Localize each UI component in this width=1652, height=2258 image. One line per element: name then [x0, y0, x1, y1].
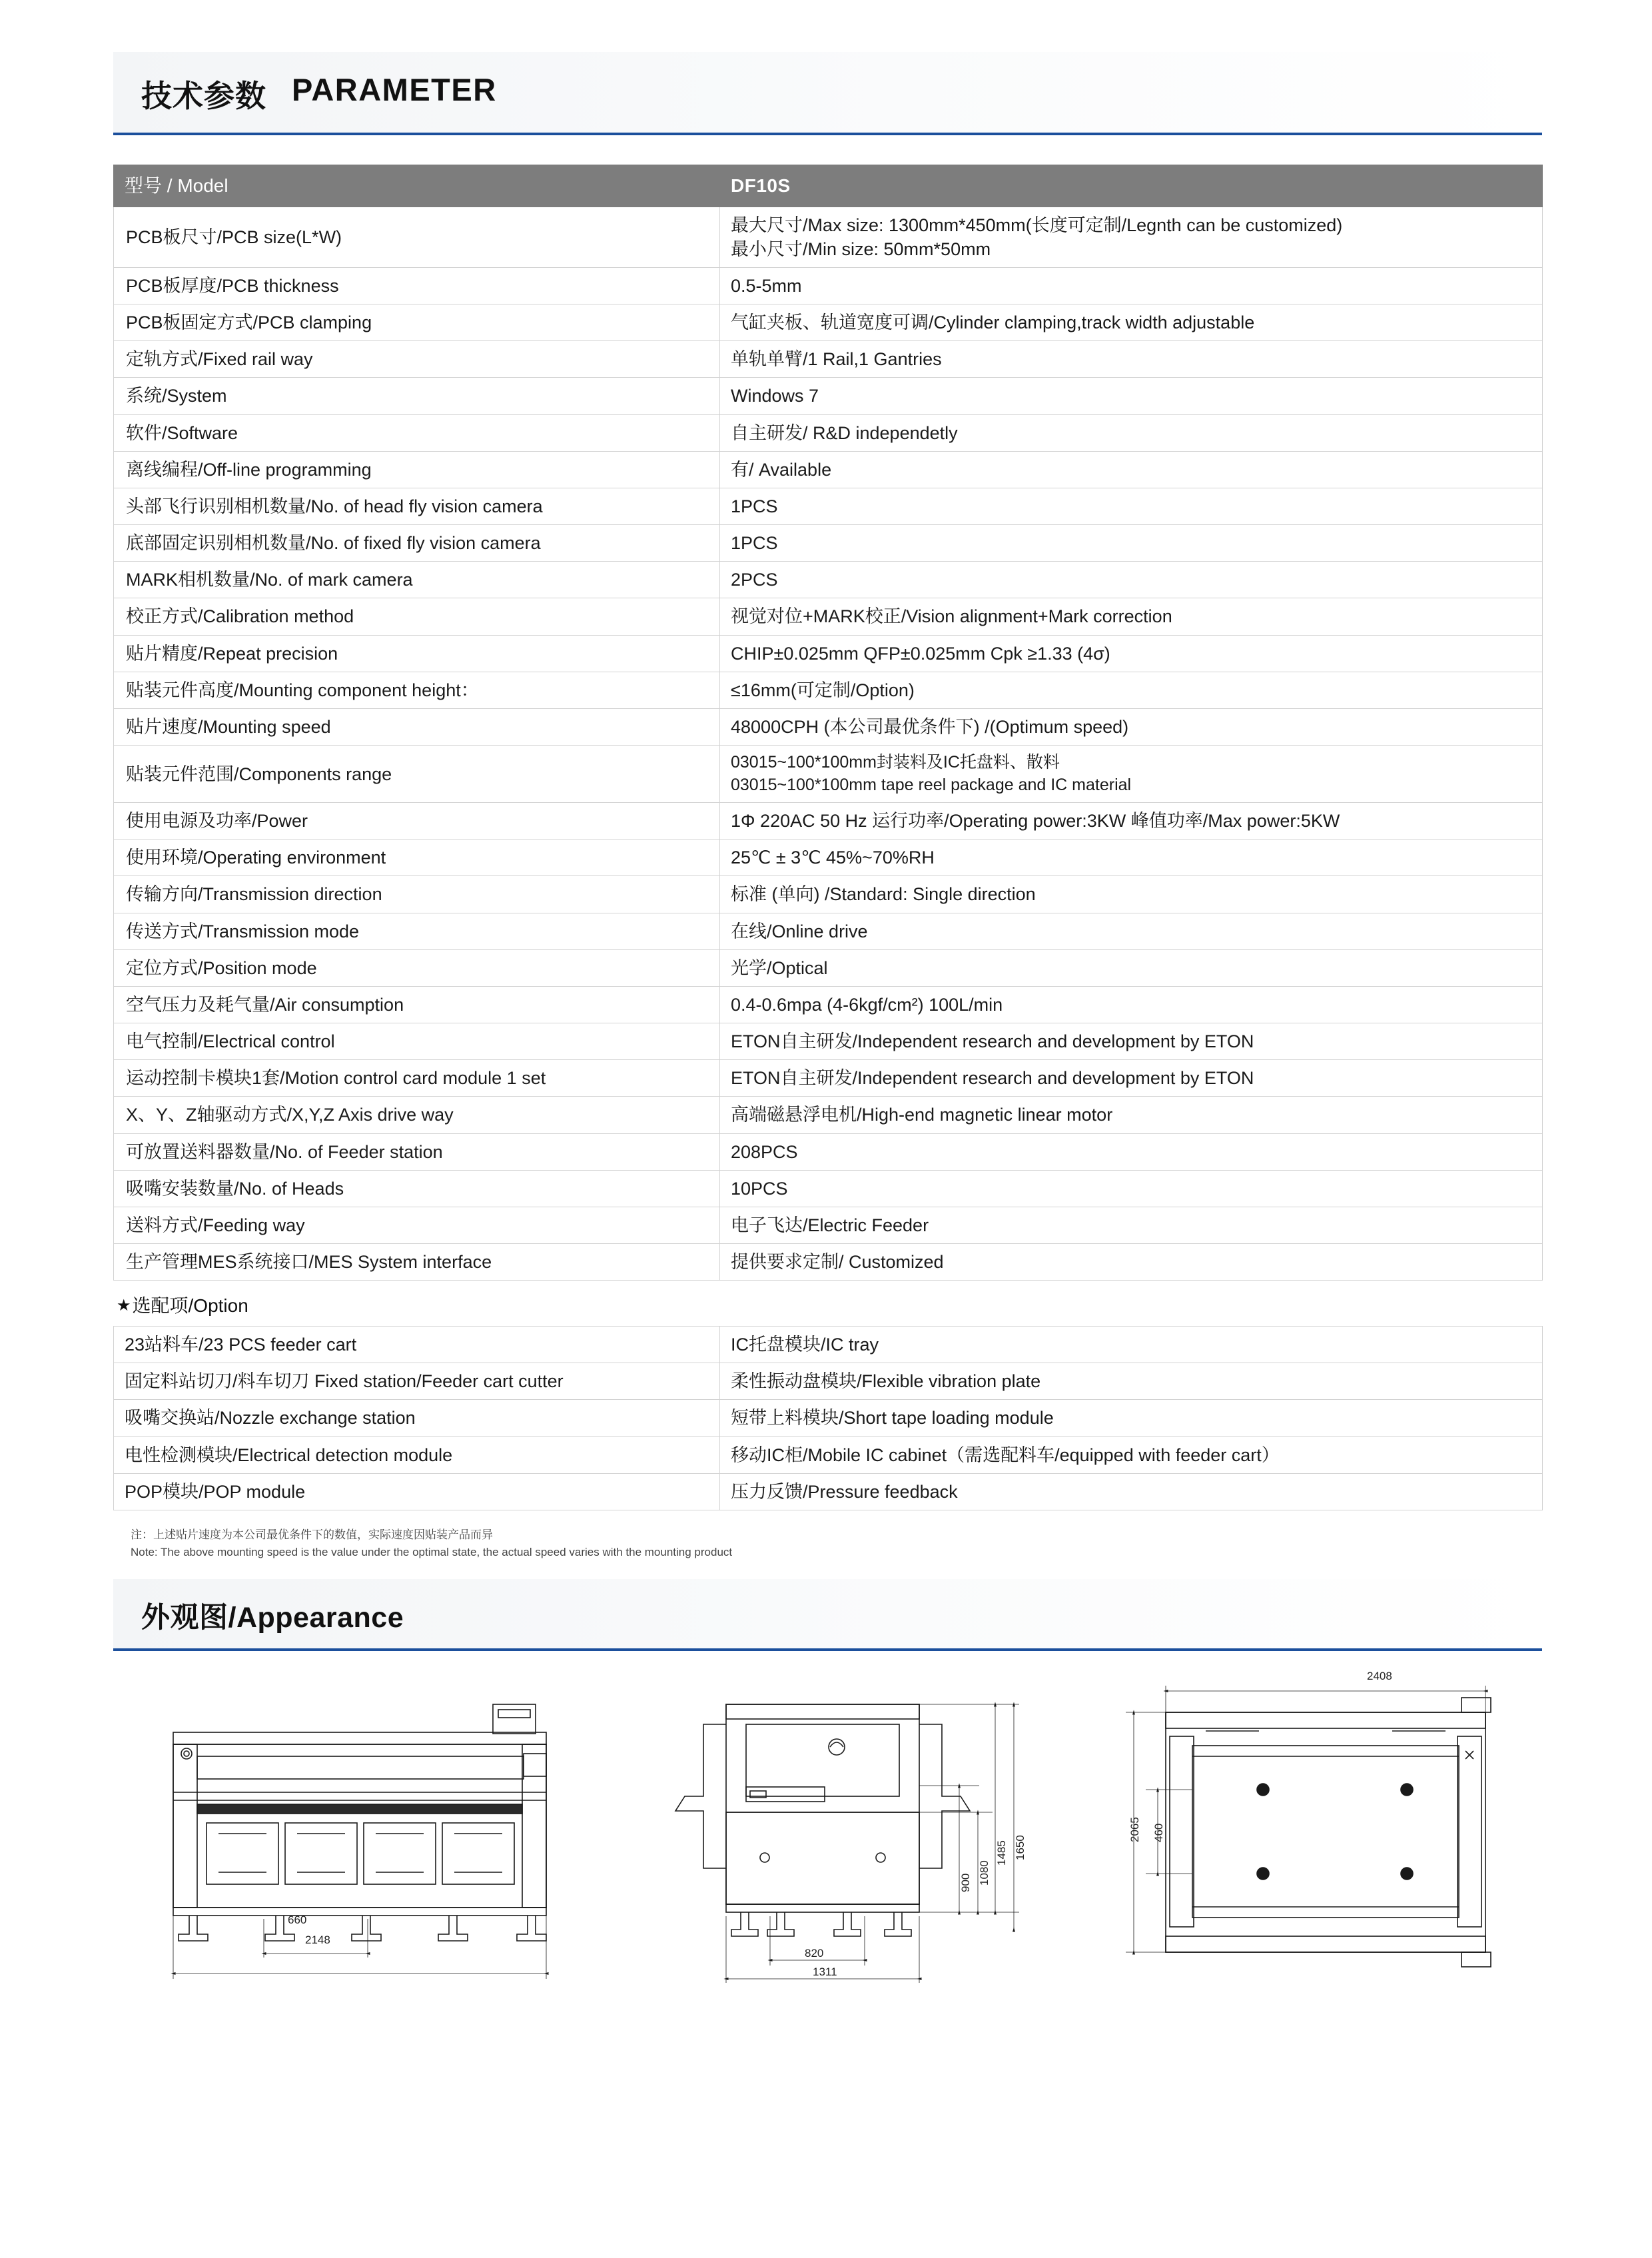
spec-table-row [114, 746, 1543, 803]
spec-table-header-row [114, 165, 1543, 207]
side-view-dim-h1: 900 [959, 1873, 972, 1892]
spec-row-value-line1: 最大尺寸/Max size: 1300mm*450mm(长度可定制/Legnth can be customized) [731, 215, 1343, 235]
spec-row-value [720, 207, 1543, 267]
spec-table-row [114, 488, 1543, 524]
spec-table-row [114, 378, 1543, 414]
spec-row-value: 光学/Optical [720, 949, 1543, 986]
spec-row-label: PCB板固定方式/PCB clamping [114, 304, 720, 341]
option-row-left: POP模块/POP module [114, 1473, 720, 1510]
option-row-left: 23站料车/23 PCS feeder cart [114, 1327, 720, 1363]
spec-row-label: 吸嘴安装数量/No. of Heads [114, 1170, 720, 1207]
side-view-dim-h4: 1650 [1014, 1835, 1027, 1860]
spec-table-row [114, 840, 1543, 876]
spec-row-value: 25℃ ± 3℃ 45%~70%RH [720, 840, 1543, 876]
spec-row-label: 电气控制/Electrical control [114, 1023, 720, 1060]
side-view-dim-inner: 820 [805, 1947, 824, 1960]
spec-row-value-line1: 03015~100*100mm封装料及IC托盘料、散料 [731, 753, 1060, 772]
spec-header-value: DF10S [720, 165, 1543, 207]
spec-row-value: 0.4-0.6mpa (4-6kgf/cm²) 100L/min [720, 986, 1543, 1023]
note-line-en: Note: The above mounting speed is the value under the optimal state, the actual speed varies with the mounting product [131, 1546, 733, 1559]
spec-row-label: 定位方式/Position mode [114, 949, 720, 986]
option-row-right: IC托盘模块/IC tray [720, 1327, 1543, 1363]
spec-table-row [114, 207, 1543, 267]
spec-row-label: 使用电源及功率/Power [114, 803, 720, 840]
spec-row-label: 软件/Software [114, 414, 720, 451]
spec-row-value: 自主研发/ R&D independetly [720, 414, 1543, 451]
option-heading-label: 选配项/Option [132, 1295, 248, 1316]
option-table-row [114, 1363, 1543, 1400]
spec-row-value [720, 746, 1543, 803]
option-heading [117, 1291, 516, 1318]
spec-row-label: 头部飞行识别相机数量/No. of head fly vision camera [114, 488, 720, 524]
option-table [113, 1326, 1543, 1510]
side-view-dim-h2: 1080 [978, 1860, 991, 1886]
spec-row-value: 1PCS [720, 488, 1543, 524]
side-view-dim-h3: 1485 [995, 1840, 1008, 1866]
star-icon: ★ [117, 1297, 131, 1315]
spec-row-value: 视觉对位+MARK校正/Vision alignment+Mark correction [720, 598, 1543, 635]
side-view-drawing [646, 1686, 1072, 2005]
spec-row-value: 1Φ 220AC 50 Hz 运行功率/Operating power:3KW 峰值功率/Max power:5KW [720, 803, 1543, 840]
spec-row-value-line2: 03015~100*100mm tape reel package and IC material [731, 775, 1132, 794]
spec-row-label: 定轨方式/Fixed rail way [114, 341, 720, 378]
spec-row-value: 10PCS [720, 1170, 1543, 1207]
page-title-cn: 技术参数 [141, 79, 266, 113]
spec-row-label: 贴装元件范围/Components range [114, 746, 720, 803]
spec-row-label: 送料方式/Feeding way [114, 1207, 720, 1243]
appearance-title: 外观图/Appearance [141, 1602, 404, 1634]
spec-table-row [114, 267, 1543, 304]
spec-table-row [114, 635, 1543, 672]
spec-table-row [114, 525, 1543, 562]
option-table-row [114, 1473, 1543, 1510]
spec-table-row [114, 1244, 1543, 1281]
spec-row-label: MARK相机数量/No. of mark camera [114, 562, 720, 598]
spec-row-label: X、Y、Z轴驱动方式/X,Y,Z Axis drive way [114, 1097, 720, 1133]
spec-table-row [114, 1207, 1543, 1243]
spec-row-value: 有/ Available [720, 451, 1543, 488]
spec-row-value: 气缸夹板、轨道宽度可调/Cylinder clamping,track width adjustable [720, 304, 1543, 341]
spec-row-value: 在线/Online drive [720, 913, 1543, 949]
spec-table-row [114, 949, 1543, 986]
spec-row-value: 208PCS [720, 1133, 1543, 1170]
spec-table-row [114, 672, 1543, 708]
option-row-left: 吸嘴交换站/Nozzle exchange station [114, 1400, 720, 1436]
spec-row-label: 校正方式/Calibration method [114, 598, 720, 635]
spec-row-value: 标准 (单向) /Standard: Single direction [720, 876, 1543, 913]
spec-row-value: 48000CPH (本公司最优条件下) /(Optimum speed) [720, 708, 1543, 745]
spec-row-value: 高端磁悬浮电机/High-end magnetic linear motor [720, 1097, 1543, 1133]
spec-row-label: 传输方向/Transmission direction [114, 876, 720, 913]
top-view-dim-height: 2065 [1128, 1817, 1141, 1842]
spec-row-value: 1PCS [720, 525, 1543, 562]
spec-row-value: ETON自主研发/Independent research and development by ETON [720, 1060, 1543, 1097]
spec-header-model: 型号 / Model [114, 165, 720, 207]
spec-row-value: ≤16mm(可定制/Option) [720, 672, 1543, 708]
side-view-dim-outer: 1311 [813, 1966, 837, 1978]
page-title-en: PARAMETER [292, 72, 497, 107]
top-view-drawing [1106, 1672, 1545, 2005]
spec-row-label: 系统/System [114, 378, 720, 414]
spec-table-row [114, 1023, 1543, 1060]
option-row-right: 移动IC柜/Mobile IC cabinet（需选配料车/equipped with feeder cart） [720, 1436, 1543, 1473]
spec-row-label: 贴装元件高度/Mounting component height： [114, 672, 720, 708]
parameter-title-band [113, 52, 1542, 135]
spec-row-value: 0.5-5mm [720, 267, 1543, 304]
top-view-dim-width: 2408 [1367, 1670, 1392, 1682]
note-line-cn: 注：上述贴片速度为本公司最优条件下的数值，实际速度因贴装产品而异 [131, 1528, 493, 1541]
spec-table-row [114, 1170, 1543, 1207]
spec-table-row [114, 414, 1543, 451]
spec-table-row [114, 562, 1543, 598]
option-row-left: 电性检测模块/Electrical detection module [114, 1436, 720, 1473]
spec-row-label: 使用环境/Operating environment [114, 840, 720, 876]
spec-row-label: PCB板厚度/PCB thickness [114, 267, 720, 304]
spec-table-row [114, 986, 1543, 1023]
spec-row-label: 传送方式/Transmission mode [114, 913, 720, 949]
option-row-right: 短带上料模块/Short tape loading module [720, 1400, 1543, 1436]
spec-table-row [114, 803, 1543, 840]
spec-table-row [114, 451, 1543, 488]
spec-row-label: 运动控制卡模块1套/Motion control card module 1 set [114, 1060, 720, 1097]
front-view-drawing [133, 1692, 600, 2005]
spec-table [113, 165, 1543, 1281]
spec-row-value: 提供要求定制/ Customized [720, 1244, 1543, 1281]
spec-row-label: 底部固定识别相机数量/No. of fixed fly vision camera [114, 525, 720, 562]
spec-table-row [114, 913, 1543, 949]
option-row-left: 固定料站切刀/料车切刀 Fixed station/Feeder cart cutter [114, 1363, 720, 1400]
spec-row-label: 生产管理MES系统接口/MES System interface [114, 1244, 720, 1281]
option-table-row [114, 1436, 1543, 1473]
spec-table-row [114, 598, 1543, 635]
spec-row-label: 离线编程/Off-line programming [114, 451, 720, 488]
spec-row-value: 电子飞达/Electric Feeder [720, 1207, 1543, 1243]
spec-row-value: ETON自主研发/Independent research and development by ETON [720, 1023, 1543, 1060]
spec-row-label: 可放置送料器数量/No. of Feeder station [114, 1133, 720, 1170]
option-row-right: 柔性振动盘模块/Flexible vibration plate [720, 1363, 1543, 1400]
spec-row-value: CHIP±0.025mm QFP±0.025mm Cpk ≥1.33 (4σ) [720, 635, 1543, 672]
spec-row-label: 贴片速度/Mounting speed [114, 708, 720, 745]
spec-row-label: 空气压力及耗气量/Air consumption [114, 986, 720, 1023]
note-block [131, 1526, 1263, 1562]
spec-row-label: 贴片精度/Repeat precision [114, 635, 720, 672]
option-row-right: 压力反馈/Pressure feedback [720, 1473, 1543, 1510]
spec-row-label: PCB板尺寸/PCB size(L*W) [114, 207, 720, 267]
spec-row-value-line2: 最小尺寸/Min size: 50mm*50mm [731, 239, 991, 259]
spec-table-row [114, 1060, 1543, 1097]
spec-row-value: 2PCS [720, 562, 1543, 598]
front-view-dim-inner: 660 [288, 1914, 307, 1926]
spec-table-row [114, 304, 1543, 341]
top-view-dim-inner-height: 460 [1152, 1823, 1165, 1842]
appearance-drawings [113, 1666, 1542, 2132]
option-table-row [114, 1327, 1543, 1363]
spec-row-value: 单轨单臂/1 Rail,1 Gantries [720, 341, 1543, 378]
spec-table-row [114, 708, 1543, 745]
spec-row-value: Windows 7 [720, 378, 1543, 414]
spec-table-row [114, 341, 1543, 378]
spec-table-row [114, 1097, 1543, 1133]
spec-table-row [114, 1133, 1543, 1170]
option-table-row [114, 1400, 1543, 1436]
front-view-dim-outer: 2148 [305, 1934, 330, 1946]
appearance-title-band [113, 1579, 1542, 1651]
spec-table-row [114, 876, 1543, 913]
